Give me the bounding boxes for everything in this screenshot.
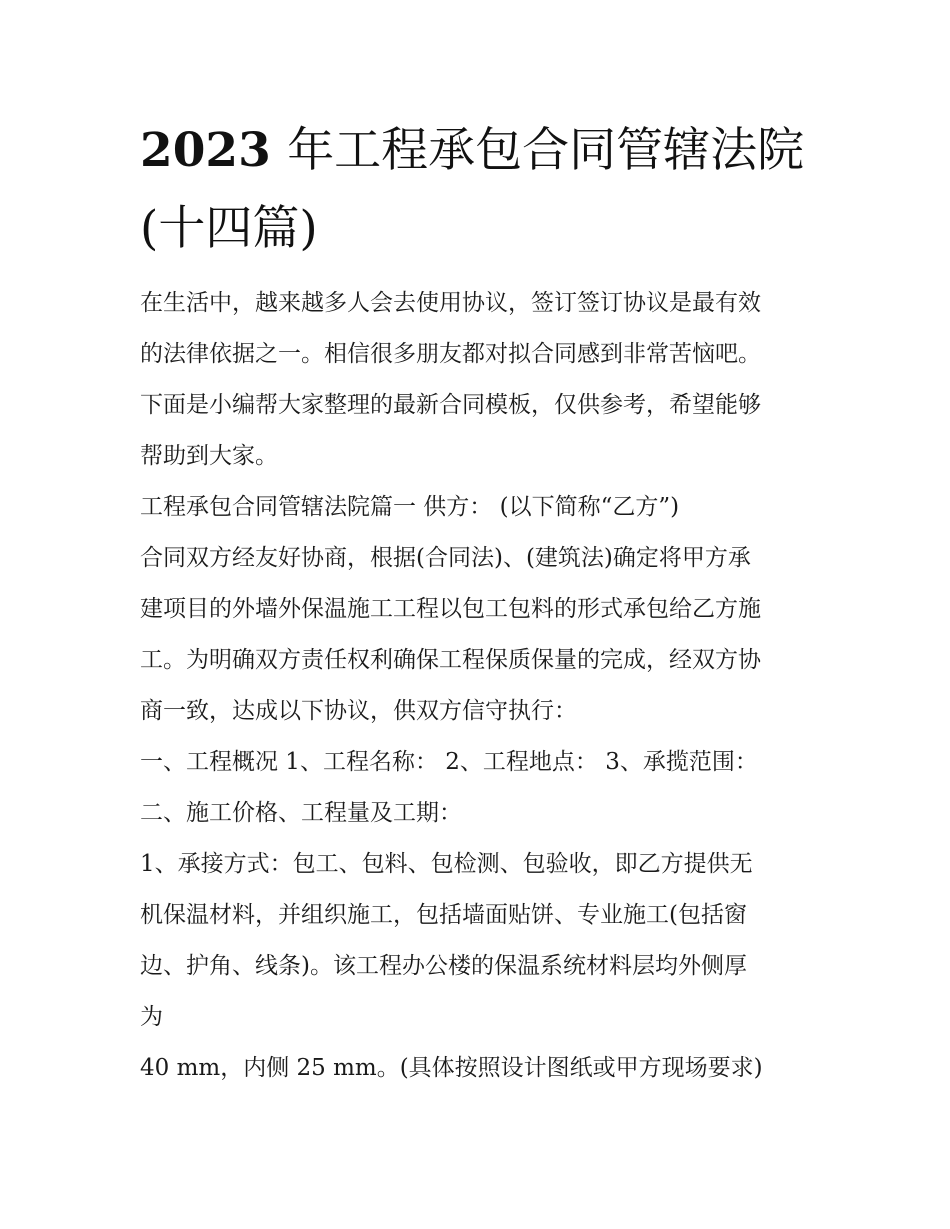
text-line: 边、护角、线条)。该工程办公楼的保温系统材料层均外侧厚	[140, 953, 747, 979]
text-line: 为	[140, 1004, 163, 1030]
title-line-2: (十四篇)	[140, 201, 318, 256]
document-title	[140, 112, 820, 268]
text-line: 1、承接方式：包工、包料、包检测、包验收，即乙方提供无	[140, 851, 753, 877]
text-line: 一、工程概况 1、工程名称： 2、工程地点： 3、承揽范围：	[140, 749, 758, 775]
price-schedule-item	[140, 788, 820, 839]
title-line-1	[140, 112, 820, 190]
text-line: 的法律依据之一。相信很多朋友都对拟合同感到非常苦恼吧。	[140, 341, 761, 367]
section-heading	[140, 482, 820, 533]
text-line: 合同双方经友好协商，根据(合同法)、(建筑法)确定将甲方承	[140, 545, 751, 571]
text-line: 商一致，达成以下协议，供双方信守执行：	[140, 698, 577, 724]
agreement-paragraph	[140, 533, 820, 737]
intro-paragraph	[140, 278, 820, 482]
text-line: 工。为明确双方责任权利确保工程保质保量的完成，经双方协	[140, 647, 761, 673]
project-overview-item	[140, 737, 820, 788]
text-line: 二、施工价格、工程量及工期：	[140, 800, 462, 826]
contract-method-paragraph	[140, 839, 820, 1043]
text-line: 40 mm，内侧 25 mm。(具体按照设计图纸或甲方现场要求)	[140, 1055, 763, 1081]
thickness-paragraph	[140, 1043, 820, 1094]
text-line: 帮助到大家。	[140, 443, 278, 469]
title-text: 年工程承包合同管辖法院	[287, 123, 805, 178]
text-line: 下面是小编帮大家整理的最新合同模板，仅供参考，希望能够	[140, 392, 761, 418]
title-year: 2023	[140, 123, 271, 178]
text-line: 工程承包合同管辖法院篇一 供方： (以下简称“乙方”)	[140, 494, 680, 520]
text-line: 机保温材料，并组织施工，包括墙面贴饼、专业施工(包括窗	[140, 902, 747, 928]
text-line: 在生活中，越来越多人会去使用协议，签订签订协议是最有效	[140, 290, 761, 316]
document-body	[140, 278, 820, 1094]
text-line: 建项目的外墙外保温施工工程以包工包料的形式承包给乙方施	[140, 596, 761, 622]
